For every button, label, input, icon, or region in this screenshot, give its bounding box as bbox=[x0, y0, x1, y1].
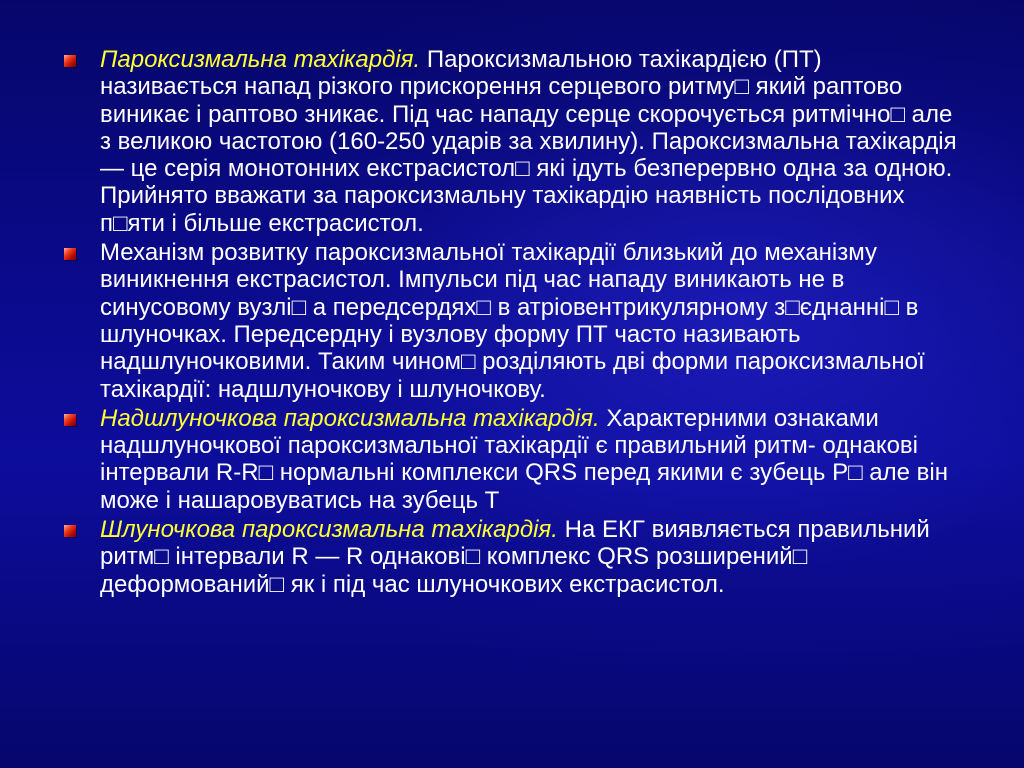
bullet-list bbox=[64, 46, 964, 600]
bullet-text: Механізм розвитку пароксизмальної тахікардії близький до механізму виникнення екстрасистол. Імпульси під час нападу виникають не в синусовому вузлі□ а передсердях□ в атріовентрикулярному з□єднанні□ в шлуночках. Передсердну і вузлову форму ПТ часто називають надшлуночковими. Таким чином□ розділяють дві форми пароксизмальної тахікардії: надшлуночкову і шлуночкову. bbox=[100, 239, 925, 403]
bullet-lead: Надшлуночкова пароксизмальна тахікардія. bbox=[100, 404, 600, 432]
bullet-text: Характерними ознаками надшлуночкової пароксизмальної тахікардії є правильний ритм- однакові інтервали R-R□ нормальні комплекси QRS перед якими є зубець Р□ але він може і нашаровуватись на зубець Т bbox=[100, 404, 948, 514]
bullet-item-paroxysmal-tachycardia bbox=[64, 46, 964, 237]
bullet-text: Пароксизмальною тахікардією (ПТ) називається напад різкого прискорення серцевого ритму□ який раптово виникає і раптово зникає. Під час нападу серце скорочується ритмічно□ але з великою частотою (160-250 ударів за хвилину). Пароксизмальна тахікардія — це серія монотонних екстрасистол□ які ідуть безперервно одна за одною. Прийнято вважати за пароксизмальну тахікардію наявність послідовних п□яти і більше екстрасистол. bbox=[100, 46, 957, 237]
bullet-item-ventricular bbox=[64, 516, 964, 598]
bullet-lead: Пароксизмальна тахікардія. bbox=[100, 46, 421, 73]
bullet-item-mechanism bbox=[64, 239, 964, 403]
bullet-item-supraventricular bbox=[64, 405, 964, 514]
bullet-square-icon bbox=[64, 525, 76, 537]
bullet-square-icon bbox=[64, 414, 76, 426]
bullet-square-icon bbox=[64, 248, 76, 260]
bullet-square-icon bbox=[64, 55, 76, 67]
bullet-text: На ЕКГ виявляється правильний ритм□ інтервали R — R однакові□ комплекс QRS розширений□ деформований□ як і під час шлуночкових екстрасистол. bbox=[100, 516, 930, 598]
bullet-lead: Шлуночкова пароксизмальна тахікардія. bbox=[100, 516, 558, 544]
